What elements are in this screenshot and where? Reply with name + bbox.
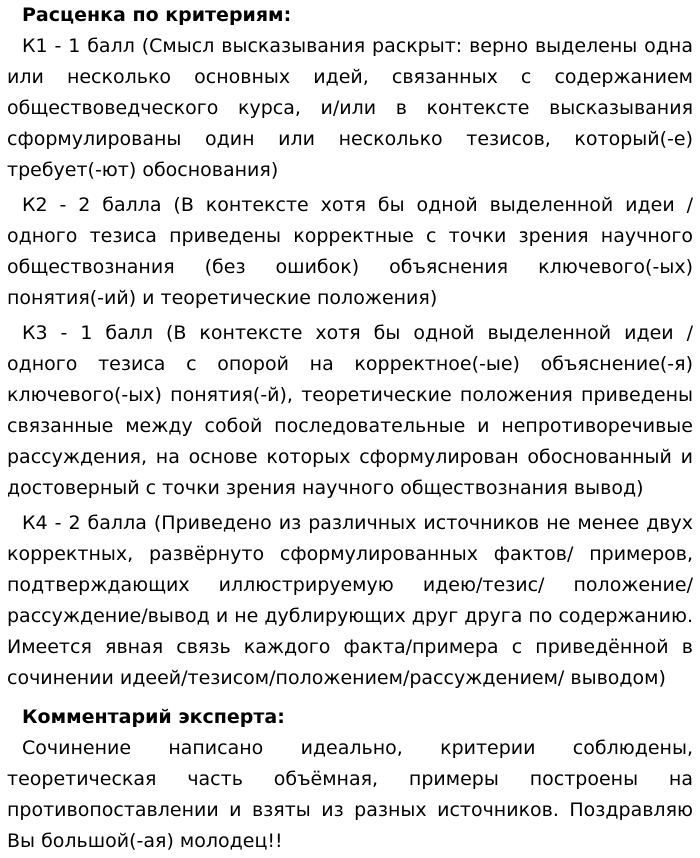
criterion-k3: К3 - 1 балл (В контексте хотя бы одной выделенной идеи / одного тезиса с опорой на корректное(-ые) объяснение(-я) ключевого(-ых) понятия(-й), теоретические положения приведены связанные между собой последовательные и непротиворечивые рассуждения, на основе которых сформулирован обоснованный и достоверный с точки зрения научного обществознания вывод): [7, 322, 693, 499]
comment-heading: Комментарий эксперта:: [22, 706, 285, 728]
criterion-k2: К2 - 2 балла (В контексте хотя бы одной выделенной идеи / одного тезиса приведены корректные с точки зрения научного обществознания (без ошибок) объяснения ключевого(-ых) понятия(-ий) и теоретические положения): [7, 194, 693, 309]
criterion-k1: К1 - 1 балл (Смысл высказывания раскрыт: верно выделены одна или несколько основных идей, связанных с содержанием обществоведческого курса, и/или в контексте высказывания сформулированы один или несколько тезисов, который(-е) требует(-ют) обоснования): [7, 35, 693, 181]
criteria-heading: Расценка по критериям:: [22, 4, 292, 26]
expert-comment: Сочинение написано идеально, критерии соблюдены, теоретическая часть объёмная, примеры построены на противопоставлении и взяты из разных источников. Поздравляю Вы большой(-ая) молодец!!: [7, 737, 693, 852]
criterion-k4: К4 - 2 балла (Приведено из различных источников не менее двух корректных, развёрнуто сформулированных фактов/ примеров, подтверждающих иллюстрируемую идею/тезис/ положение/ рассуждение/вывод и не дублирующих друг друга по содержанию. Имеется явная связь каждого факта/примера с приведённой в сочинении идеей/тезисом/положением/рассуждением/ выводом): [7, 512, 693, 689]
